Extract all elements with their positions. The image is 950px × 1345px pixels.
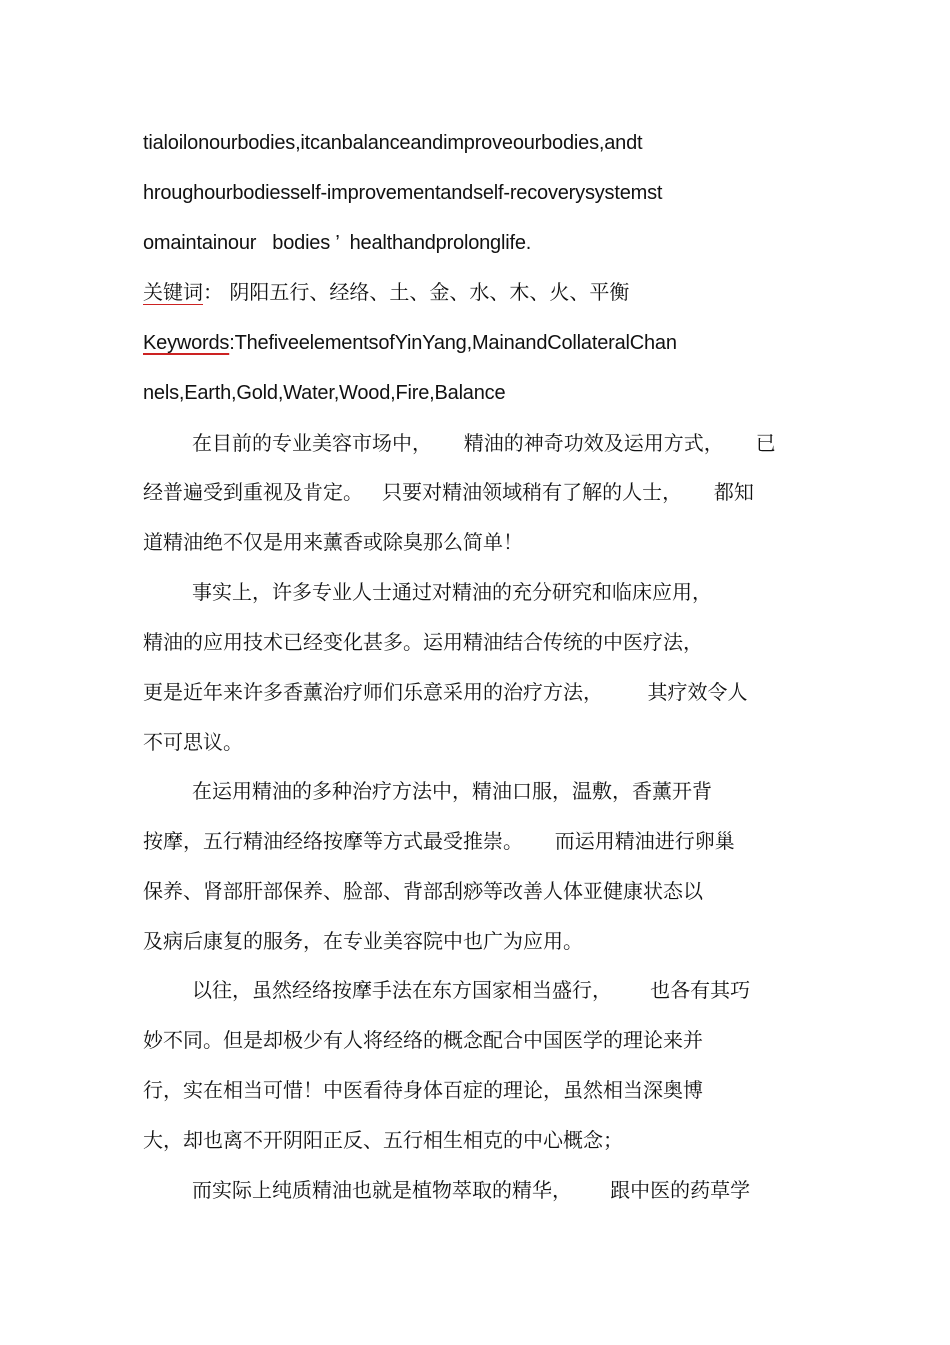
- abstract-en-line-1: tialoilonourbodies,itcanbalanceandimproveourbodies,andt: [143, 132, 643, 154]
- paragraph-3-line-4: 及病后康复的服务，在专业美容院中也广为应用。: [143, 929, 583, 953]
- paragraph-2-line-3: 更是近年来许多香薰治疗师们乐意采用的治疗方法， 其疗效令人: [143, 680, 748, 704]
- paragraph-1-line-3: 道精油绝不仅是用来薰香或除臭那么简单！: [143, 530, 523, 554]
- paragraph-3-line-1: 在运用精油的多种治疗方法中，精油口服，温敷，香薰开背: [192, 779, 712, 803]
- paragraph-2-line-4: 不可思议。: [143, 730, 243, 754]
- paragraph-4-line-4: 大，却也离不开阴阳正反、五行相生相克的中心概念；: [143, 1128, 623, 1152]
- paragraph-3-line-3: 保养、肾部肝部保养、脸部、背部刮痧等改善人体亚健康状态以: [143, 879, 703, 903]
- paragraph-5-line-1: 而实际上纯质精油也就是植物萃取的精华， 跟中医的药草学: [192, 1178, 751, 1202]
- paragraph-2-line-1: 事实上，许多专业人士通过对精油的充分研究和临床应用，: [192, 580, 712, 604]
- paragraph-1-line-1: 在目前的专业美容市场中， 精油的神奇功效及运用方式， 已: [192, 431, 776, 455]
- paragraph-3-line-2: 按摩，五行精油经络按摩等方式最受推崇。 而运用精油进行卵巢: [143, 829, 735, 853]
- keywords-cn-separator: ：: [203, 280, 223, 304]
- paragraph-2-line-2: 精油的应用技术已经变化甚多。运用精油结合传统的中医疗法，: [143, 630, 703, 654]
- keywords-cn-text: 阴阳五行、经络、土、金、水、木、火、平衡: [223, 280, 630, 304]
- keywords-cn-label: 关键词: [143, 280, 203, 304]
- abstract-en-line-3: omaintainour bodies ’ healthandprolonglife.: [143, 232, 532, 254]
- paragraph-1-line-2: 经普遍受到重视及肯定。 只要对精油领域稍有了解的人士， 都知: [143, 480, 754, 504]
- keywords-en-line-1: [143, 329, 677, 357]
- paragraph-4-line-2: 妙不同。但是却极少有人将经络的概念配合中国医学的理论来并: [143, 1028, 703, 1052]
- keywords-en-line-2: nels,Earth,Gold,Water,Wood,Fire,Balance: [143, 382, 506, 404]
- keywords-en-label: Keywords: [143, 332, 230, 354]
- paragraph-4-line-1: 以往，虽然经络按摩手法在东方国家相当盛行， 也各有其巧: [192, 978, 751, 1002]
- keywords-cn-line: [143, 278, 629, 306]
- keywords-en-text-1: :ThefiveelementsofYinYang,MainandCollateralChan: [229, 332, 677, 354]
- abstract-en-line-2: hroughourbodiesself-improvementandself-recoverysystemst: [143, 182, 663, 204]
- paragraph-4-line-3: 行，实在相当可惜！中医看待身体百症的理论，虽然相当深奥博: [143, 1078, 703, 1102]
